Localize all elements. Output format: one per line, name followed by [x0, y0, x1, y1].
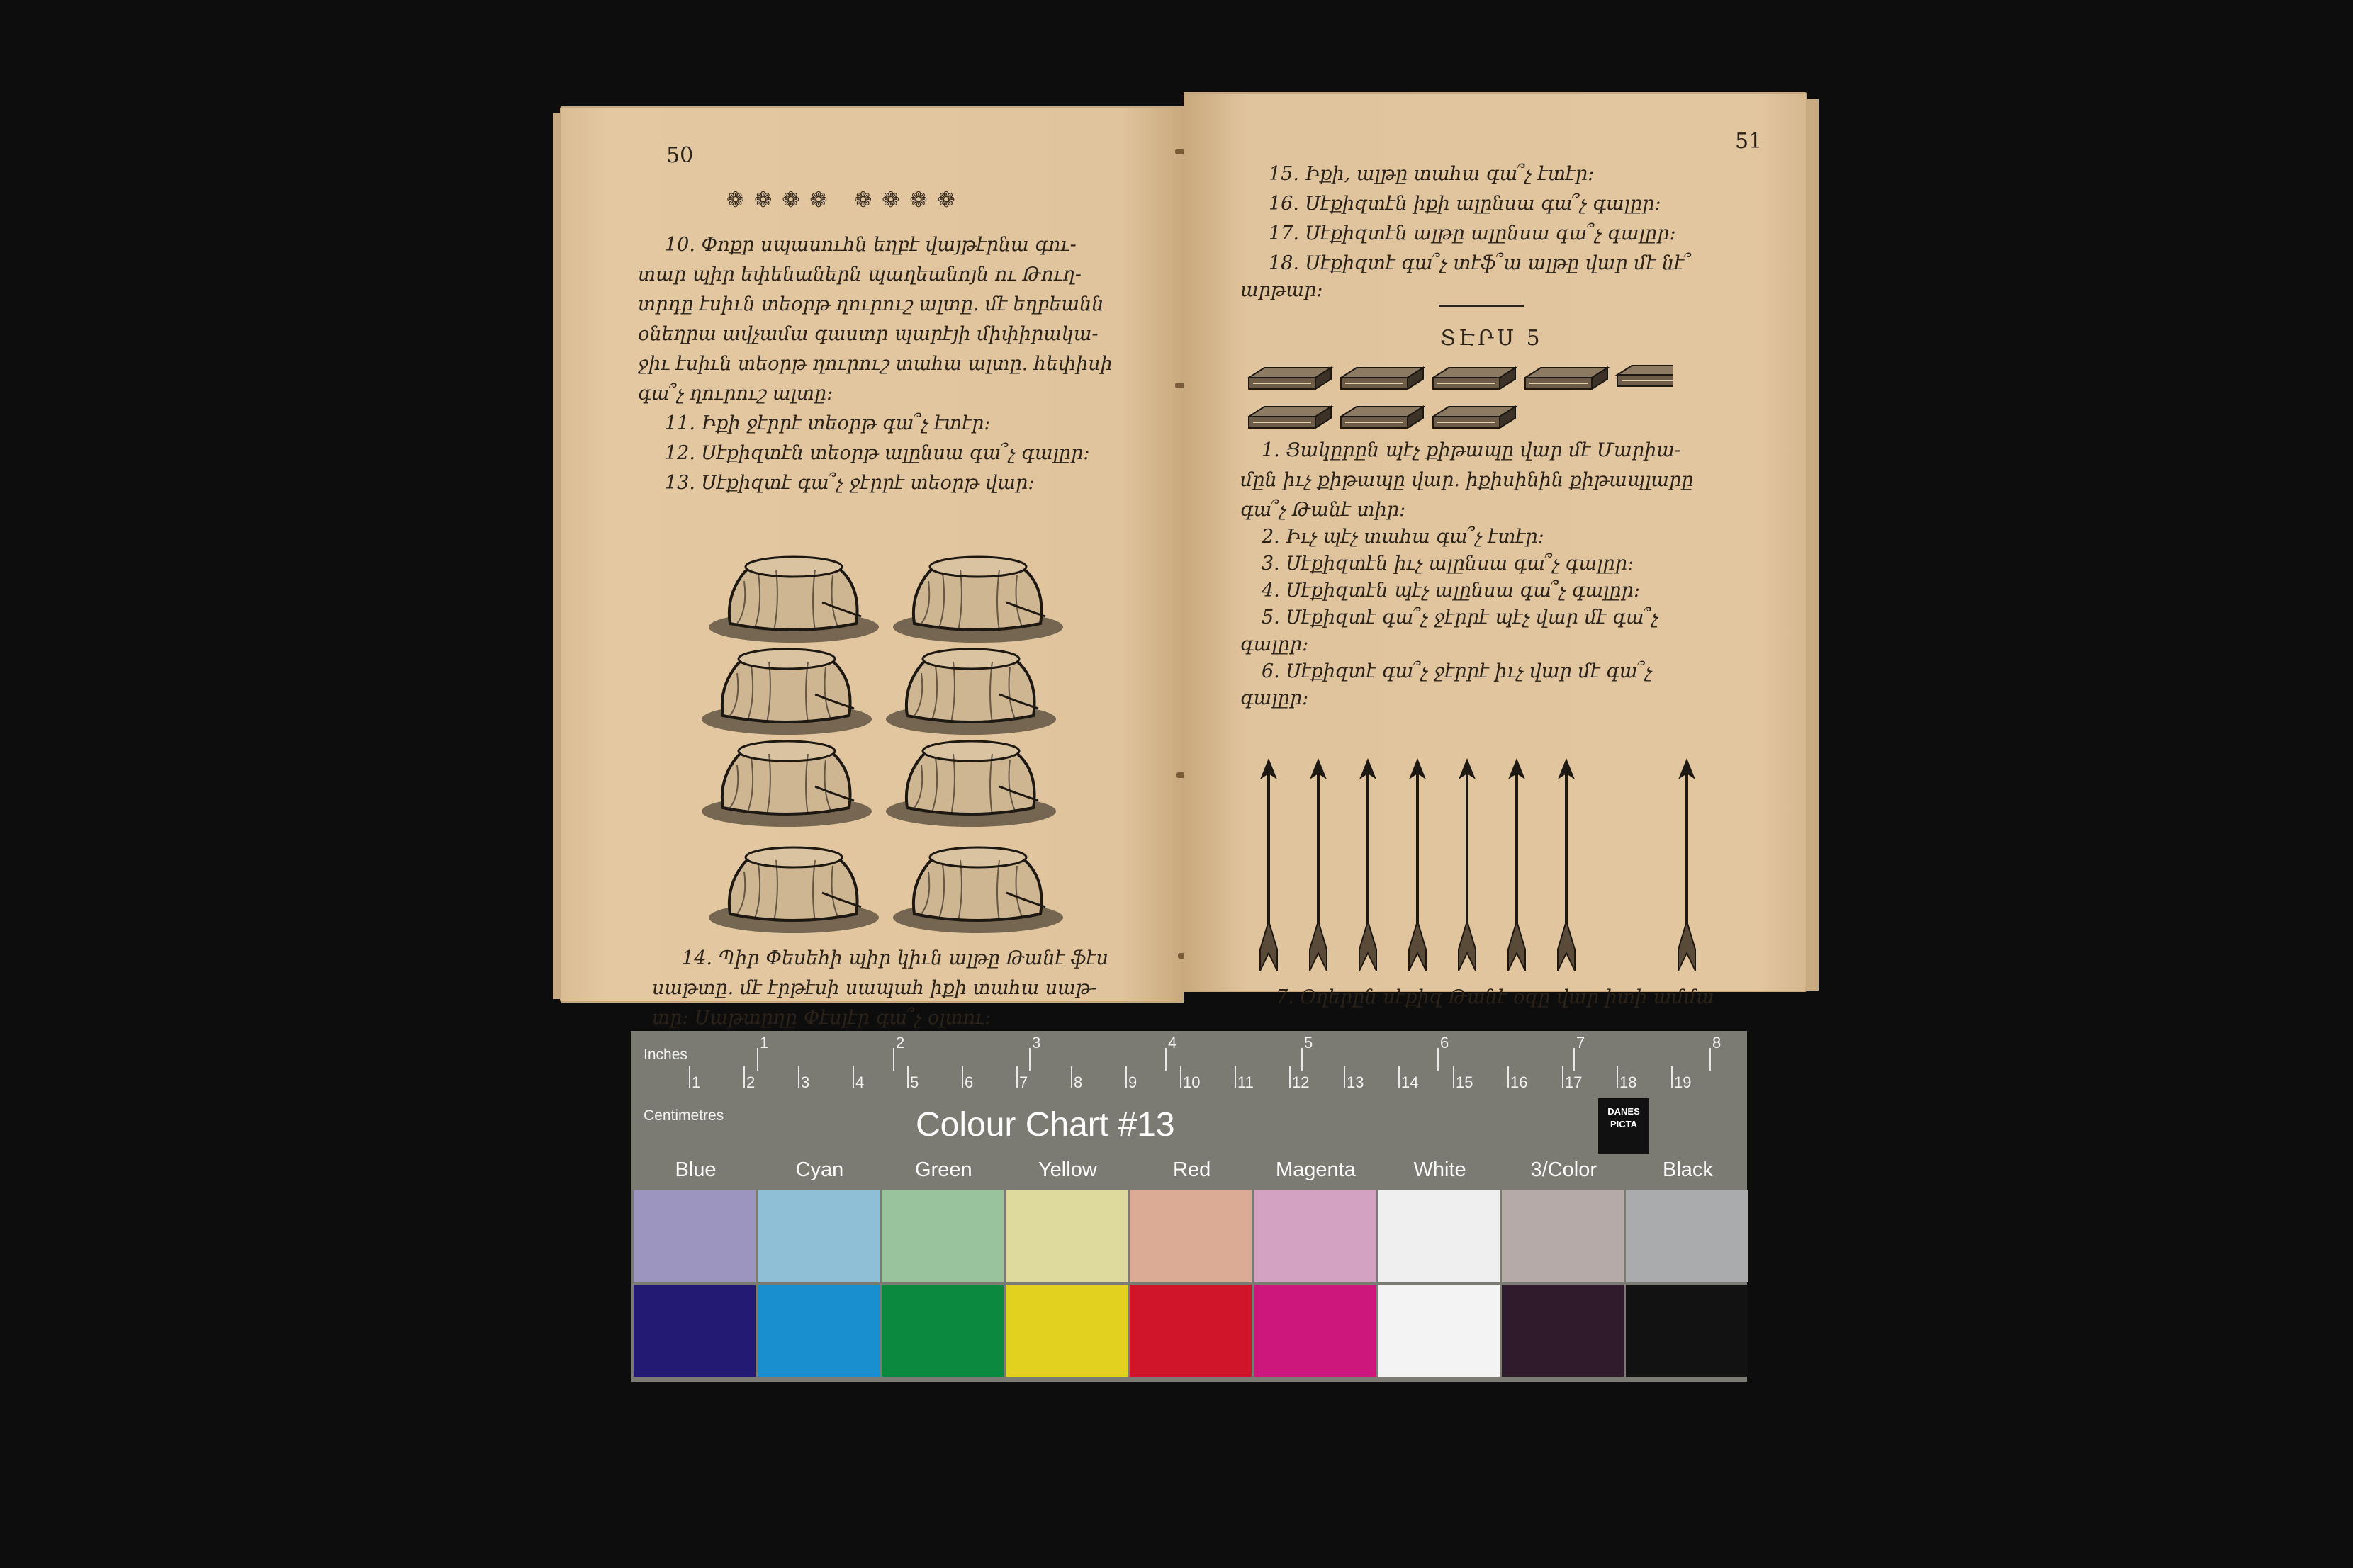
text-line: 10. Փոքր սպասուհն եղբէ վայթէրնա գու- — [665, 234, 1077, 256]
swatch-dark — [1130, 1285, 1252, 1377]
cm-mark-label: 5 — [910, 1073, 919, 1091]
text-line: 15. Իքի, ալթը տահա գա՞չ էտէր: — [1269, 163, 1595, 185]
right-page — [1184, 92, 1807, 1008]
page-number-left: 50 — [666, 143, 694, 168]
swatch-dark — [758, 1285, 880, 1377]
swatch-dark — [634, 1285, 756, 1377]
text-line: գալըր: — [1240, 633, 1309, 655]
text-line: գալըր: — [1240, 687, 1309, 709]
cm-tick — [1453, 1066, 1454, 1088]
cm-tick — [1235, 1066, 1236, 1088]
swatch-dark — [882, 1285, 1004, 1377]
inch-mark-label: 7 — [1576, 1034, 1585, 1051]
brand-logo: DANES PICTA — [1598, 1098, 1649, 1154]
swatch-label: Red — [1173, 1158, 1211, 1181]
inch-mark-label: 4 — [1168, 1034, 1177, 1051]
cm-mark-label: 1 — [692, 1073, 701, 1091]
inch-mark-label: 1 — [760, 1034, 769, 1051]
text-line: 16. Սէքիզտէն իքի ալընսա գա՞չ գալըր: — [1269, 193, 1661, 215]
cm-tick — [743, 1066, 745, 1088]
text-line: արթար: — [1240, 279, 1323, 301]
swatch-label: Yellow — [1038, 1158, 1097, 1181]
cm-tick — [1289, 1066, 1291, 1088]
text-line: 12. Սէքիզտէն տեօրթ ալընսա գա՞չ գալըր: — [665, 442, 1090, 464]
text-line: 18. Սէքիզտէ գա՞չ տէֆ՞ա ալթը վար մէ նէ՞ — [1269, 252, 1692, 274]
swatch-light — [1006, 1190, 1128, 1282]
books-illustration — [1247, 365, 1673, 450]
cm-mark-label: 14 — [1401, 1073, 1419, 1091]
cm-mark-label: 15 — [1456, 1073, 1473, 1091]
cm-tick — [1398, 1066, 1400, 1088]
cm-mark-label: 19 — [1674, 1073, 1692, 1091]
page-number-right: 51 — [1735, 129, 1763, 154]
text-line: 14. Պիր Փեսեհի պիր կիւն ալթը Թանէ ֆէս — [682, 947, 1108, 969]
cm-tick — [1617, 1066, 1618, 1088]
inch-mark-label: 2 — [896, 1034, 905, 1051]
swatch-label: 3/Color — [1530, 1158, 1597, 1181]
page-stack-right — [1806, 99, 1819, 991]
colour-chart — [631, 1031, 1747, 1382]
swatch-light — [1254, 1190, 1376, 1282]
swatch-label: Cyan — [795, 1158, 844, 1181]
text-line: 2. Իւչ պէչ տահա գա՞չ էտէր: — [1262, 526, 1544, 548]
centimetres-label: Centimetres — [644, 1107, 724, 1124]
cm-tick — [1671, 1066, 1673, 1088]
text-line: սաթտը. մէ էրթէսի սապահ իքի տահա սաթ- — [652, 977, 1098, 999]
cm-tick — [1180, 1066, 1181, 1088]
swatch-dark — [1006, 1285, 1128, 1377]
chart-title: Colour Chart #13 — [916, 1106, 1175, 1144]
cm-mark-label: 7 — [1019, 1073, 1028, 1091]
cm-tick — [1016, 1066, 1018, 1088]
cm-mark-label: 6 — [965, 1073, 974, 1091]
cm-mark-label: 9 — [1128, 1073, 1138, 1091]
text-line: 7. Օղերըն սէքիզ Թանէ օգը վար իտի ամմա — [1276, 986, 1714, 1008]
text-line: օնեղրա ավչամա գաստր պարէյի միփիրակա- — [638, 323, 1099, 345]
inch-mark-label: 5 — [1304, 1034, 1313, 1051]
cm-tick — [1507, 1066, 1509, 1088]
section-divider — [1439, 305, 1524, 307]
text-line: 1. Ցակըրըն պէչ քիթապը վար մէ Մարիա- — [1262, 439, 1682, 461]
inch-tick — [1709, 1048, 1711, 1071]
fez-illustration-grid — [702, 538, 1070, 935]
text-line: 6. Սէքիզտէ գա՞չ ջէրրէ իւչ վար մէ գա՞չ — [1262, 660, 1652, 682]
cm-mark-label: 4 — [855, 1073, 865, 1091]
text-line: 11. Իքի ջէրրէ տեօրթ գա՞չ էտէր: — [665, 412, 991, 434]
swatch-light — [758, 1190, 880, 1282]
text-line: 5. Սէքիզտէ գա՞չ ջէրրէ պէչ վար մէ գա՞չ — [1262, 607, 1658, 628]
text-line: 4. Սէքիզտէն պէչ ալընսա գա՞չ գալըր: — [1262, 580, 1641, 602]
cm-mark-label: 8 — [1074, 1073, 1083, 1091]
swatch-light — [634, 1190, 756, 1282]
cm-tick — [853, 1066, 854, 1088]
text-line: տը: Սաթտըղը Փէսլէր գա՞չ օլտու: — [652, 1007, 992, 1029]
cm-tick — [689, 1066, 690, 1088]
text-line: մըն իւչ քիթապը վար. իքիսինին քիթապլարը — [1240, 469, 1694, 491]
inch-tick — [1165, 1048, 1167, 1071]
swatch-label: White — [1413, 1158, 1466, 1181]
swatch-light — [882, 1190, 1004, 1282]
inch-tick — [1029, 1048, 1031, 1071]
cm-mark-label: 2 — [746, 1073, 756, 1091]
swatch-light — [1626, 1190, 1748, 1282]
cm-tick — [798, 1066, 799, 1088]
cm-mark-label: 18 — [1619, 1073, 1637, 1091]
swatch-label: Magenta — [1276, 1158, 1356, 1181]
inch-mark-label: 8 — [1712, 1034, 1722, 1051]
cm-mark-label: 10 — [1183, 1073, 1201, 1091]
inch-mark-label: 3 — [1032, 1034, 1041, 1051]
ruler — [631, 1031, 1747, 1137]
cm-mark-label: 11 — [1237, 1073, 1254, 1091]
ornament-row: ❁❁❁❁ ❁❁❁❁ — [726, 188, 965, 213]
swatch-light — [1378, 1190, 1500, 1282]
cm-mark-label: 16 — [1510, 1073, 1528, 1091]
inch-tick — [1301, 1048, 1303, 1071]
swatch-label: Black — [1663, 1158, 1713, 1181]
cm-mark-label: 17 — [1565, 1073, 1583, 1091]
cm-tick — [1071, 1066, 1072, 1088]
cm-tick — [907, 1066, 909, 1088]
cm-mark-label: 12 — [1292, 1073, 1310, 1091]
cm-tick — [1344, 1066, 1345, 1088]
text-line: տրդը էսիւն տեօրթ ղուրուշ ալտը. մէ եղբեանն — [638, 293, 1104, 315]
cm-mark-label: 3 — [801, 1073, 810, 1091]
text-line: 17. Սէքիզտէն ալթը ալընսա գա՞չ գալըր: — [1269, 222, 1676, 244]
inch-tick — [1437, 1048, 1439, 1071]
text-line: 13. Սէքիզտէ գա՞չ ջէրրէ տեօրթ վար: — [665, 472, 1035, 494]
arrows-illustration — [1254, 758, 1722, 985]
text-line: 3. Սէքիզտէն իւչ ալընսա գա՞չ գալըր: — [1262, 553, 1634, 575]
swatch-dark — [1502, 1285, 1624, 1377]
left-page — [560, 106, 1184, 1029]
text-line: գա՞չ ղուրուշ ալտը: — [638, 383, 833, 405]
inch-tick — [1573, 1048, 1575, 1071]
text-line: գա՞չ Թանէ տիր: — [1240, 499, 1406, 521]
swatch-label: Green — [915, 1158, 972, 1181]
swatch-label: Blue — [675, 1158, 717, 1181]
cm-tick — [1125, 1066, 1127, 1088]
open-book — [553, 85, 1821, 1029]
cm-tick — [1562, 1066, 1563, 1088]
cm-tick — [962, 1066, 963, 1088]
lesson-heading: ՏԷՐՍ 5 — [1440, 326, 1543, 351]
inch-mark-label: 6 — [1440, 1034, 1449, 1051]
swatch-light — [1130, 1190, 1252, 1282]
inch-tick — [893, 1048, 894, 1071]
swatch-dark — [1626, 1285, 1748, 1377]
cm-mark-label: 13 — [1347, 1073, 1364, 1091]
inches-label: Inches — [644, 1047, 687, 1063]
swatch-light — [1502, 1190, 1624, 1282]
swatch-dark — [1254, 1285, 1376, 1377]
swatch-dark — [1378, 1285, 1500, 1377]
text-line: ջիւ էսիւն տեօրթ ղուրուշ տահա ալտը. հեփիսի — [638, 353, 1113, 375]
text-line: տար պիր եփենաներն պաղեանոյն ու Թուղ- — [638, 264, 1082, 286]
inch-tick — [757, 1048, 758, 1071]
